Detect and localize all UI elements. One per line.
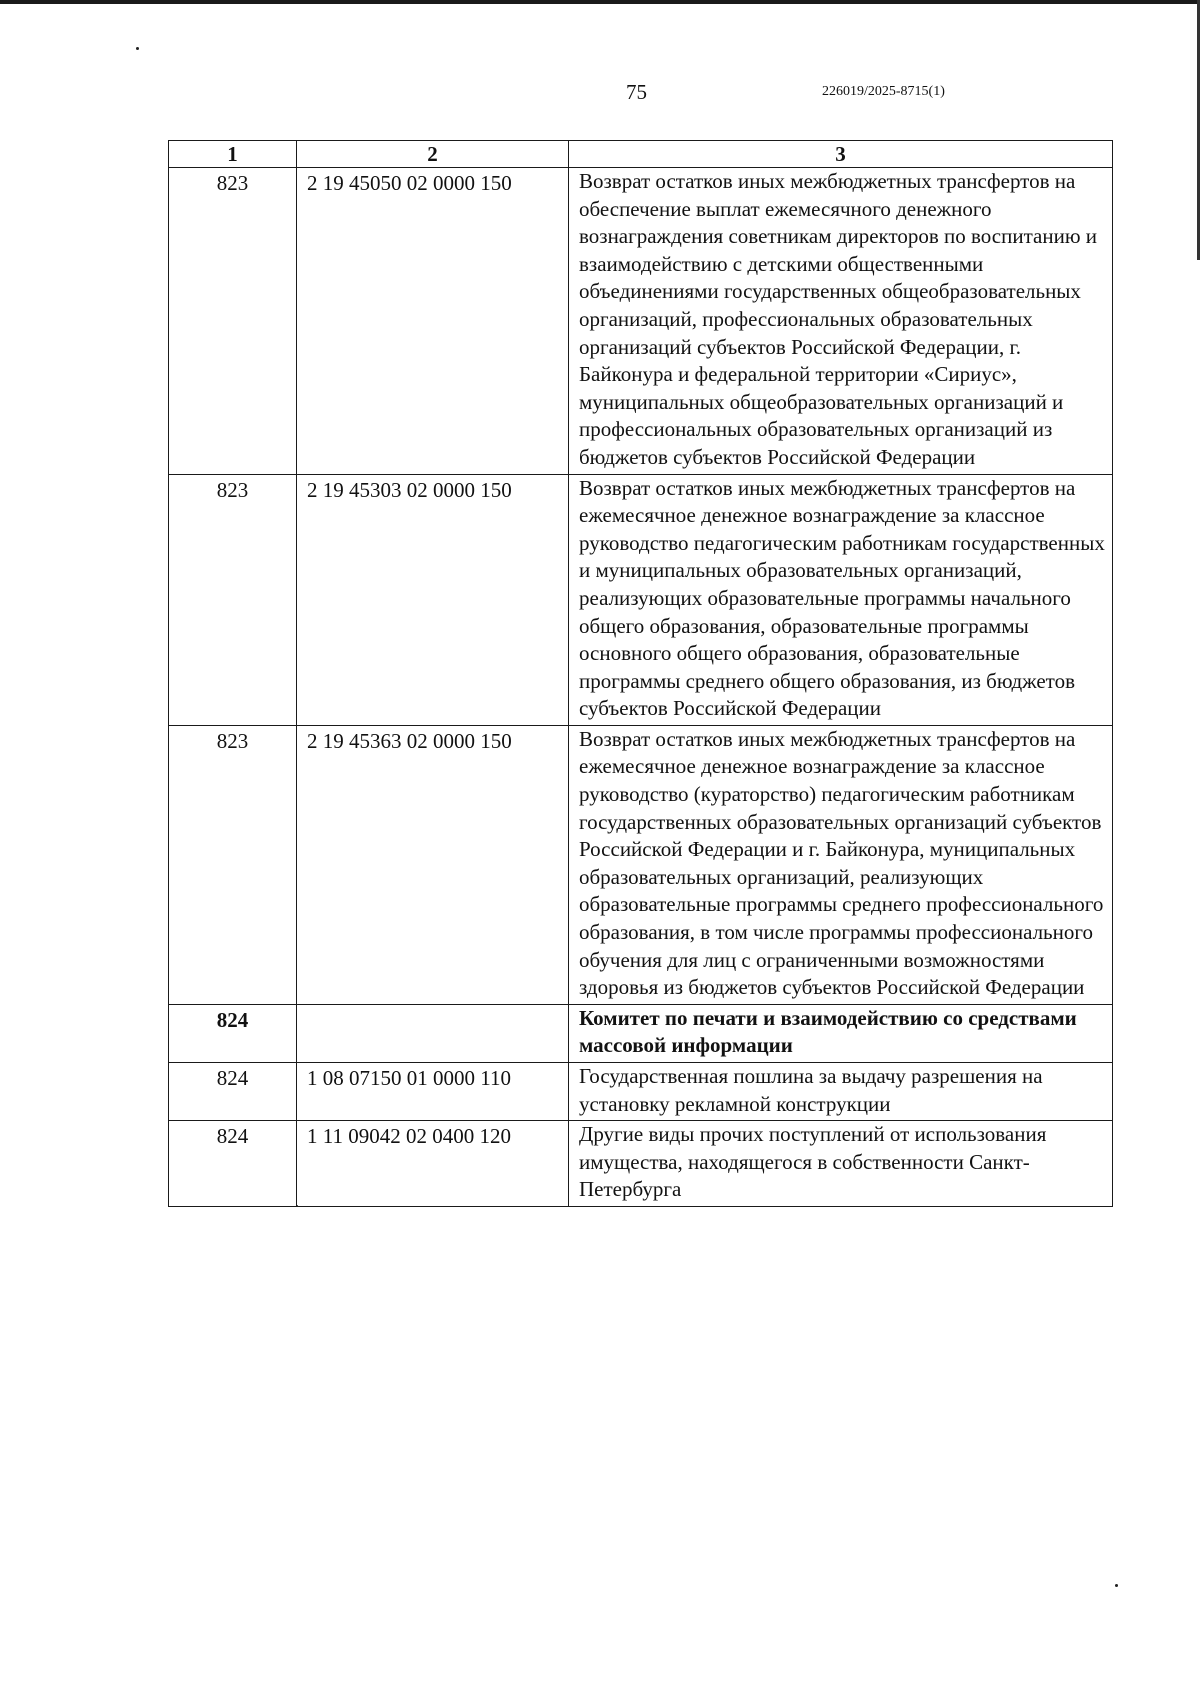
budget-code-cell: 1 11 09042 02 0400 120 — [297, 1121, 569, 1207]
admin-code-cell: 823 — [169, 474, 297, 725]
revenue-name-cell: Возврат остатков иных межбюджетных трансфертов на ежемесячное денежное вознаграждение за классное руководство педагогическим работникам государственных и муниципальных образовательных организаций, реализующих образовательные программы начального общего образования, образовательные программы основного общего образования, образовательные программы среднего общего образования, из бюджетов субъектов Российской Федерации — [569, 474, 1113, 725]
admin-code-cell: 824 — [169, 1063, 297, 1121]
admin-code-cell: 823 — [169, 725, 297, 1004]
admin-code-cell: 824 — [169, 1004, 297, 1062]
table-row — [169, 474, 1113, 725]
table-header-row — [169, 141, 1113, 168]
table-row — [169, 1121, 1113, 1207]
budget-code-cell: 2 19 45363 02 0000 150 — [297, 725, 569, 1004]
budget-code-cell: 1 08 07150 01 0000 110 — [297, 1063, 569, 1121]
column-header-2: 2 — [297, 141, 569, 168]
column-header-3: 3 — [569, 141, 1113, 168]
admin-code-cell: 823 — [169, 168, 297, 475]
page-number: 75 — [626, 80, 647, 104]
scan-border-top — [0, 0, 1200, 4]
budget-code-cell: 2 19 45303 02 0000 150 — [297, 474, 569, 725]
administrator-name-cell: Комитет по печати и взаимодействию со средствами массовой информации — [569, 1004, 1113, 1062]
admin-code-cell: 824 — [169, 1121, 297, 1207]
budget-code-cell: 2 19 45050 02 0000 150 — [297, 168, 569, 475]
budget-code-cell — [297, 1004, 569, 1062]
table-row — [169, 168, 1113, 475]
scan-speck — [136, 47, 139, 50]
column-header-1: 1 — [169, 141, 297, 168]
document-registration-number: 226019/2025-8715(1) — [822, 84, 945, 99]
revenue-name-cell: Возврат остатков иных межбюджетных трансфертов на обеспечение выплат ежемесячного денежного вознаграждения советникам директоров по воспитанию и взаимодействию с детскими общественными объединениями государственных общеобразовательных организаций, профессиональных образовательных организаций субъектов Российской Федерации, г. Байконура и федеральной территории «Сириус», муниципальных общеобразовательных организаций и профессиональных образовательных организаций из бюджетов субъектов Российской Федерации — [569, 168, 1113, 475]
revenue-codes-table — [168, 140, 1113, 1207]
table-row-section-heading — [169, 1004, 1113, 1062]
table-row — [169, 725, 1113, 1004]
revenue-name-cell: Возврат остатков иных межбюджетных трансфертов на ежемесячное денежное вознаграждение за классное руководство (кураторство) педагогическим работникам государственных образовательных организаций субъектов Российской Федерации и г. Байконура, муниципальных образовательных организаций, реализующих образовательные программы среднего профессионального образования, в том числе программы профессионального обучения для лиц с ограниченными возможностями здоровья из бюджетов субъектов Российской Федерации — [569, 725, 1113, 1004]
revenue-name-cell: Другие виды прочих поступлений от использования имущества, находящегося в собственности Санкт-Петербурга — [569, 1121, 1113, 1207]
table-row — [169, 1063, 1113, 1121]
scan-speck — [1115, 1584, 1118, 1587]
revenue-name-cell: Государственная пошлина за выдачу разрешения на установку рекламной конструкции — [569, 1063, 1113, 1121]
